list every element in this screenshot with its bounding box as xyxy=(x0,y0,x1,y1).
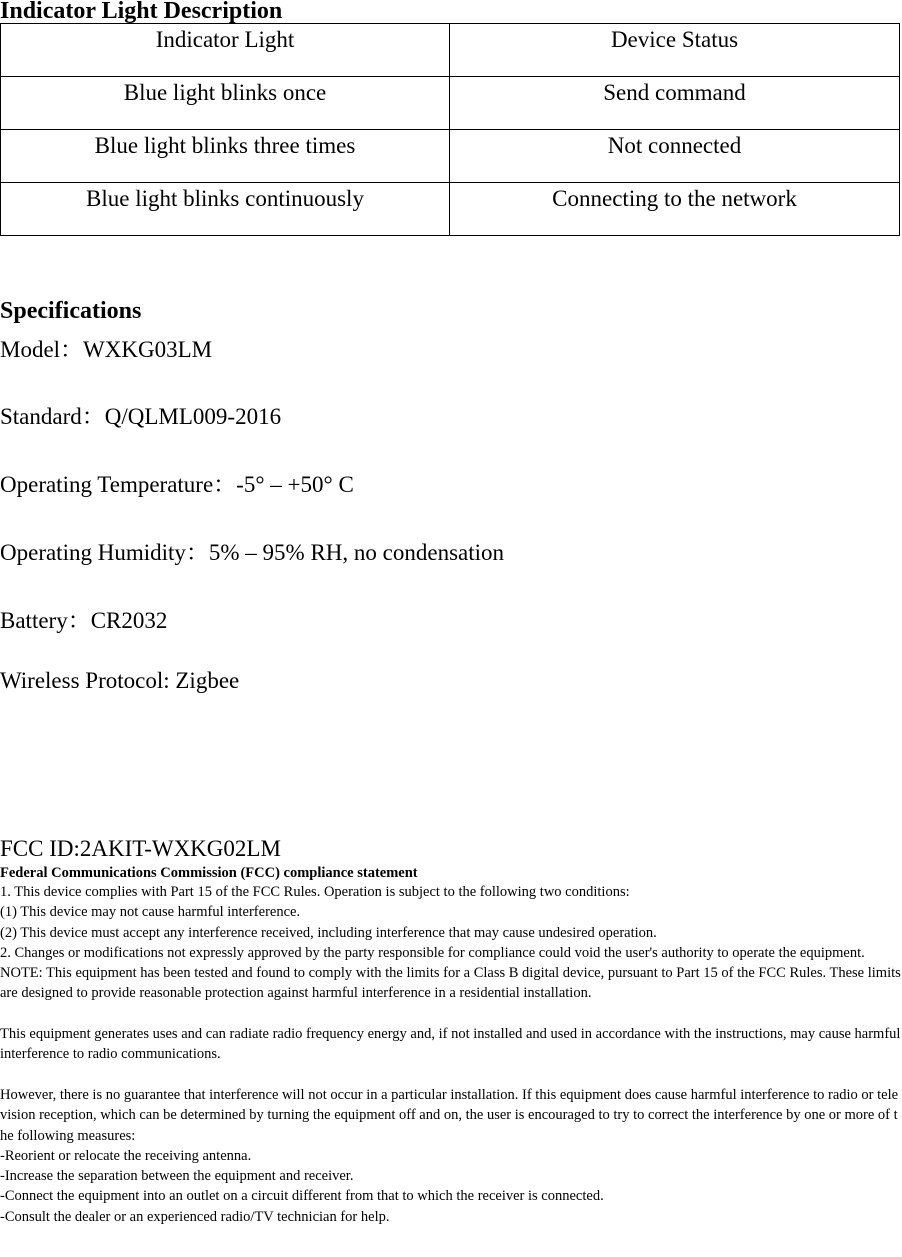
specifications-title: Specifications xyxy=(0,298,142,324)
table-cell: Not connected xyxy=(450,130,900,183)
table-cell: Blue light blinks continuously xyxy=(1,183,450,236)
indicator-table xyxy=(0,23,900,236)
fcc-id: FCC ID:2AKIT-WXKG02LM xyxy=(0,836,281,861)
fcc-heading: Federal Communications Commission (FCC) compliance statement xyxy=(0,865,418,881)
spec-model: Model：WXKG03LM xyxy=(0,337,213,362)
header-indicator-light: Indicator Light xyxy=(1,24,450,77)
fcc-paragraph: (2) This device must accept any interference received, including interference that may cause undesired operation. xyxy=(0,924,657,941)
indicator-section-title: Indicator Light Description xyxy=(0,0,283,24)
paragraph-gap xyxy=(0,1065,902,1085)
fcc-paragraph: This equipment generates uses and can radiate radio frequency energy and, if not installed and used in accordance with the instructions, may cause harmful interference to radio communications. xyxy=(0,1026,901,1063)
fcc-paragraph: However, there is no guarantee that interference will not occur in a particular installation. If this equipment does cause harmful interference to radio or television reception, which can be determined by turning the equipment off and on, the user is encouraged to try to correct the interference by one or more of the following measures: xyxy=(0,1086,899,1144)
spec-battery: Battery：CR2032 xyxy=(0,608,168,633)
fcc-paragraph: 2. Changes or modifications not expressly approved by the party responsible for compliance could void the user's authority to operate the equipment. xyxy=(0,944,865,961)
header-device-status: Device Status xyxy=(450,24,900,77)
fcc-paragraph: NOTE: This equipment has been tested and found to comply with the limits for a Class B digital device, pursuant to Part 15 of the FCC Rules. These limits are designed to provide reasonable protection against harmful interference in a residential installation. xyxy=(0,965,901,1002)
table-cell: Blue light blinks three times xyxy=(1,130,450,183)
spec-operating-temperature: Operating Temperature：-5° – +50° C xyxy=(0,472,354,497)
spec-standard: Standard：Q/QLML009-2016 xyxy=(0,404,282,429)
table-cell: Blue light blinks once xyxy=(1,77,450,130)
fcc-measure: -Reorient or relocate the receiving antenna. xyxy=(0,1147,252,1164)
fcc-measure: -Consult the dealer or an experienced radio/TV technician for help. xyxy=(0,1208,390,1225)
table-header-row xyxy=(1,24,900,77)
spec-wireless-protocol: Wireless Protocol: Zigbee xyxy=(0,668,240,693)
fcc-measure: -Connect the equipment into an outlet on a circuit different from that to which the receiver is connected. xyxy=(0,1188,604,1205)
table-row xyxy=(1,77,900,130)
table-row xyxy=(1,130,900,183)
paragraph-gap xyxy=(0,1004,902,1024)
spec-operating-humidity: Operating Humidity：5% – 95% RH, no condensation xyxy=(0,540,505,565)
table-row xyxy=(1,183,900,236)
fcc-paragraph: (1) This device may not cause harmful interference. xyxy=(0,904,301,921)
fcc-statement xyxy=(0,882,902,1227)
fcc-measure: -Increase the separation between the equipment and receiver. xyxy=(0,1168,354,1185)
fcc-paragraph: 1. This device complies with Part 15 of the FCC Rules. Operation is subject to the following two conditions: xyxy=(0,884,630,900)
table-cell: Send command xyxy=(450,77,900,130)
table-cell: Connecting to the network xyxy=(450,183,900,236)
